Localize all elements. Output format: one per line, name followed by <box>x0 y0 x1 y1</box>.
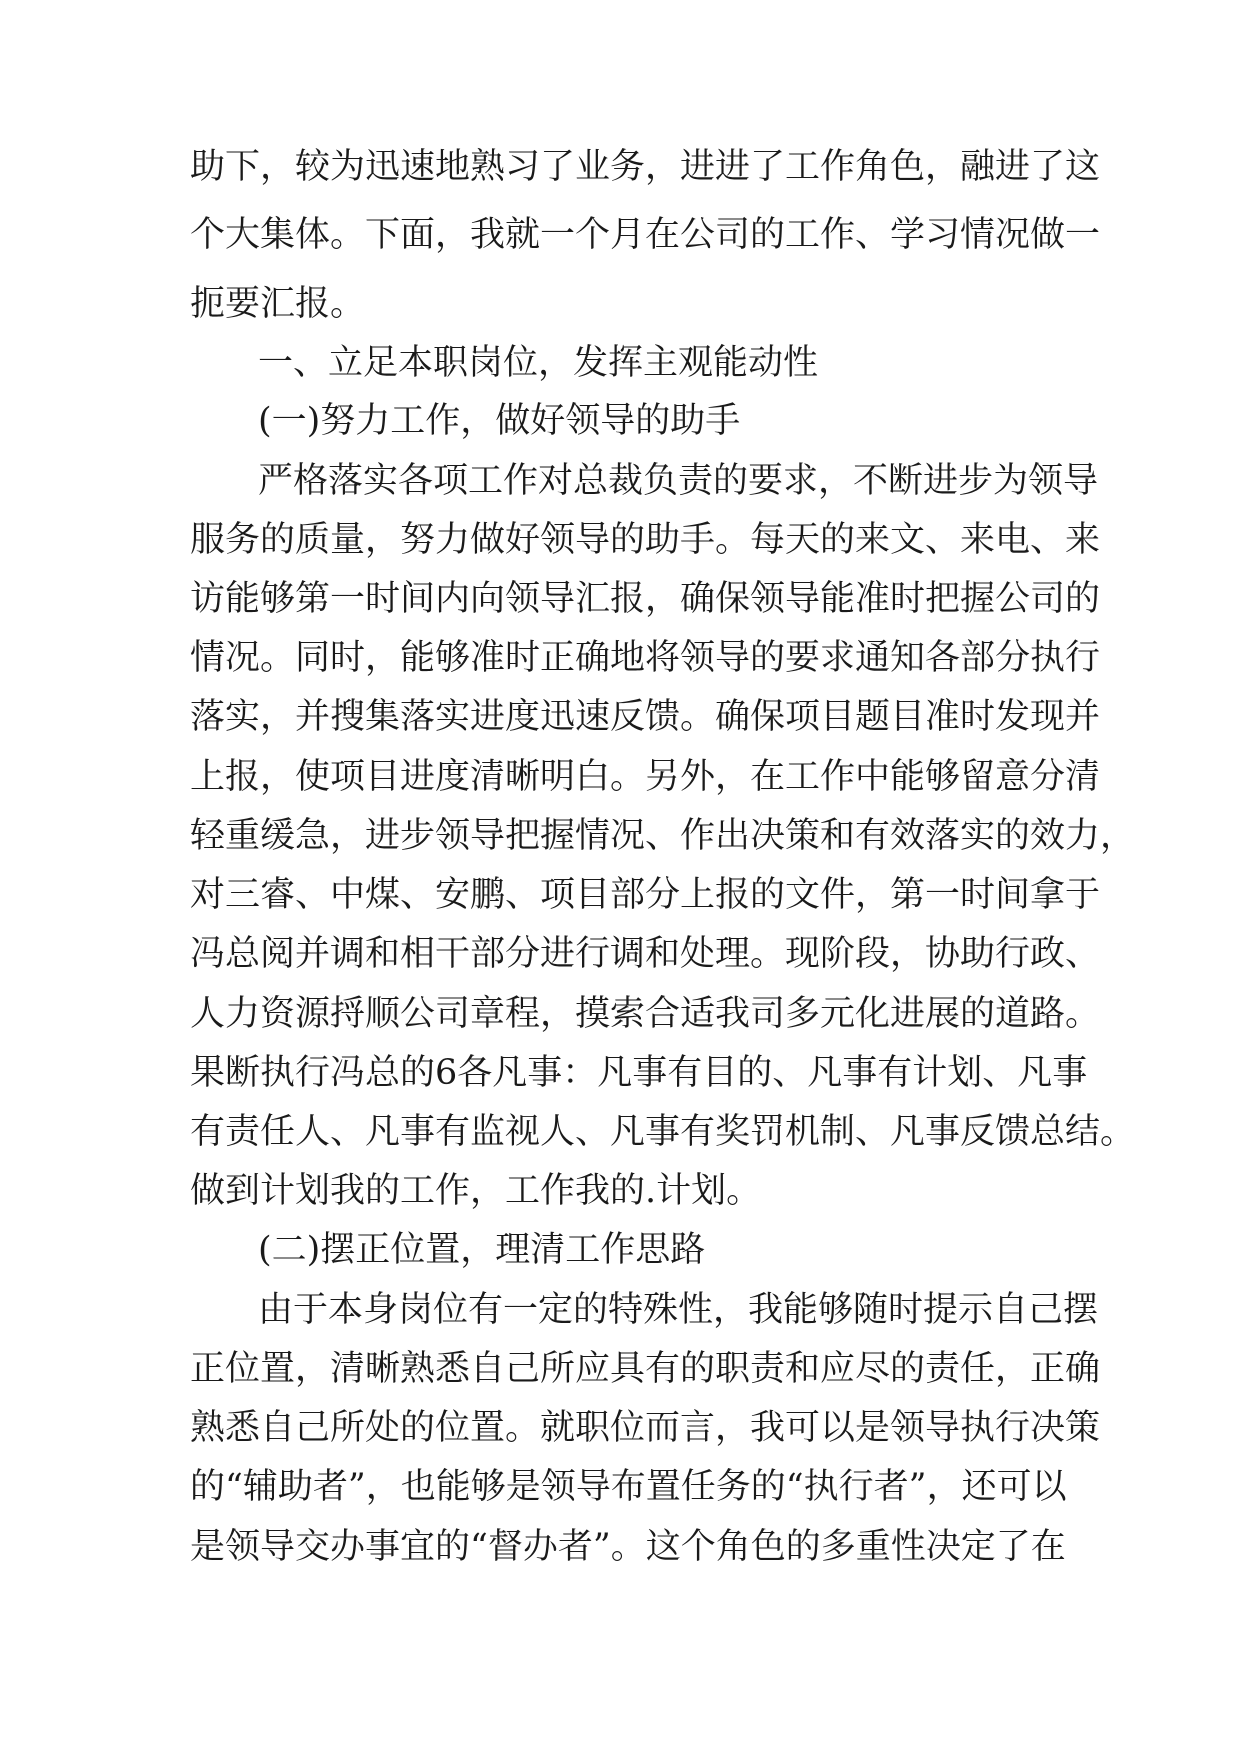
text-line: 助下，较为迅速地熟习了业务，进进了工作角色，融进了这 <box>190 147 1101 187</box>
text-line: 冯总阅并调和相干部分进行调和处理。现阶段，协助行政、 <box>190 934 1101 974</box>
text-line: 的“辅助者”，也能够是领导布置任务的“执行者”，还可以 <box>190 1467 1067 1507</box>
text-line: 由于本身岗位有一定的特殊性，我能够随时提示自己摆 <box>258 1290 1099 1330</box>
text-line: 果断执行冯总的6各凡事：凡事有目的、凡事有计划、凡事 <box>190 1053 1088 1093</box>
text-line: 做到计划我的工作，工作我的.计划。 <box>190 1171 762 1211</box>
text-line: 轻重缓急，进步领导把握情况、作出决策和有效落实的效力， <box>190 816 1136 856</box>
text-line: 落实，并搜集落实进度迅速反馈。确保项目题目准时发现并 <box>190 697 1101 737</box>
text-line: 情况。同时，能够准时正确地将领导的要求通知各部分执行 <box>190 638 1101 678</box>
text-line: 上报，使项目进度清晰明白。另外，在工作中能够留意分清 <box>190 757 1101 797</box>
text-line: 服务的质量，努力做好领导的助手。每天的来文、来电、来 <box>190 520 1101 560</box>
text-line: 熟悉自己所处的位置。就职位而言，我可以是领导执行决策 <box>190 1408 1101 1448</box>
text-line: 对三睿、中煤、安鹏、项目部分上报的文件，第一时间拿于 <box>190 875 1101 915</box>
text-line: 是领导交办事宜的“督办者”。这个角色的多重性决定了在 <box>190 1527 1066 1567</box>
text-line: 有责任人、凡事有监视人、凡事有奖罚机制、凡事反馈总结。 <box>190 1112 1136 1152</box>
text-line: 严格落实各项工作对总裁负责的要求，不断进步为领导 <box>258 461 1099 501</box>
text-line: 人力资源捋顺公司章程，摸索合适我司多元化进展的道路。 <box>190 994 1101 1034</box>
text-line: 扼要汇报。 <box>190 284 366 324</box>
text-line: 正位置，清晰熟悉自己所应具有的职责和应尽的责任，正确 <box>190 1349 1101 1389</box>
section-heading: 一、立足本职岗位，发挥主观能动性 <box>258 343 819 383</box>
subsection-heading: (一)努力工作，做好领导的助手 <box>258 401 741 441</box>
subsection-heading: (二)摆正位置，理清工作思路 <box>258 1230 706 1270</box>
text-line: 个大集体。下面，我就一个月在公司的工作、学习情况做一 <box>190 215 1101 255</box>
text-line: 访能够第一时间内向领导汇报，确保领导能准时把握公司的 <box>190 579 1101 619</box>
